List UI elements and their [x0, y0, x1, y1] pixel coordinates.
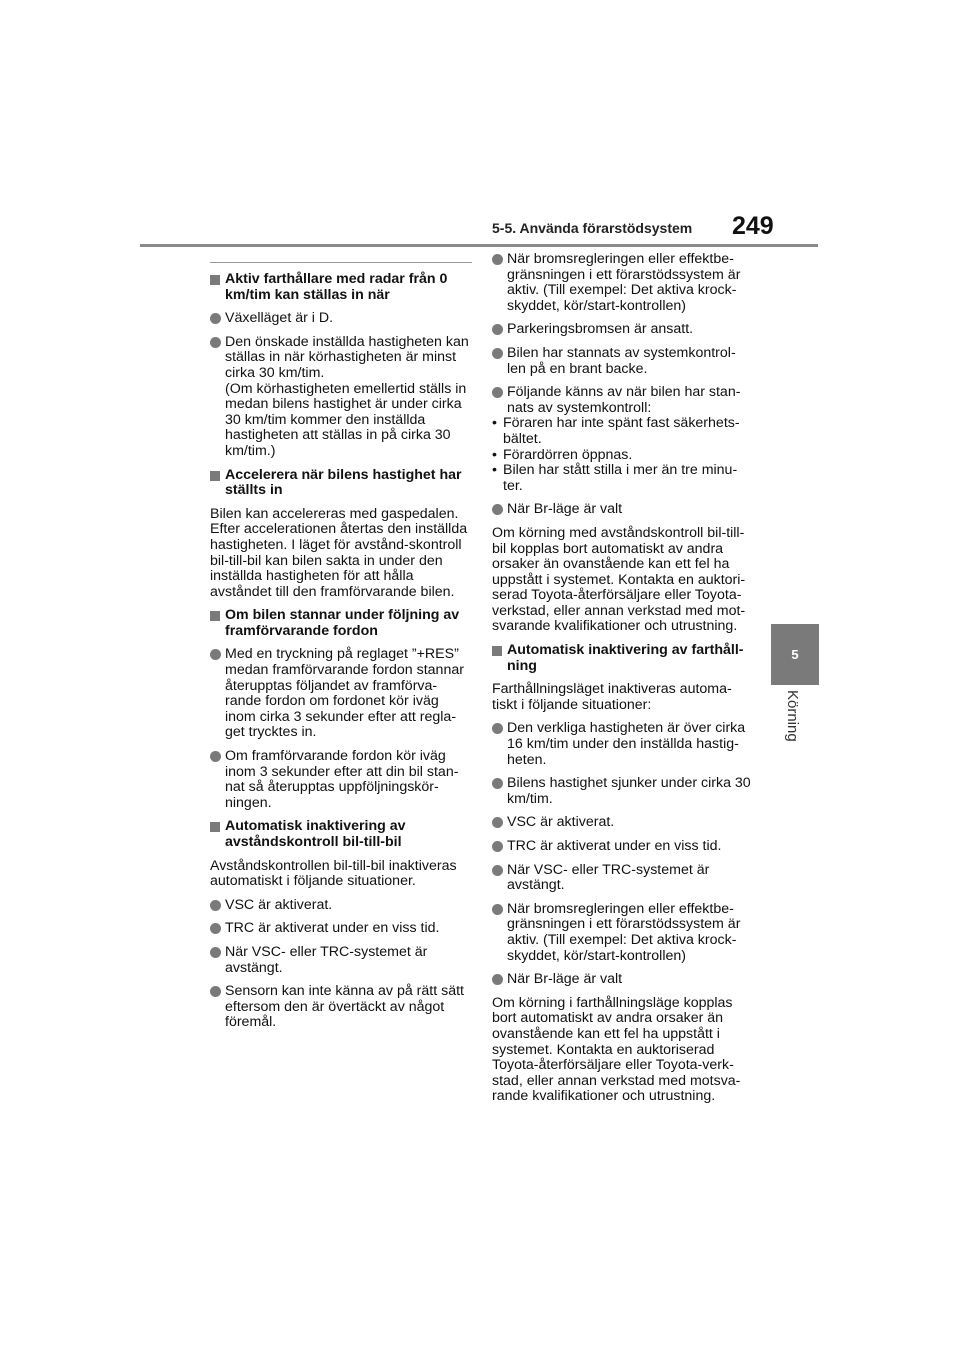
list-item — [210, 898, 472, 914]
list-item-text: Följande känns av när bilen har stan-nats av systemkontroll: — [507, 384, 741, 416]
list-item-text: VSC är aktiverat. — [507, 814, 615, 831]
circle-bullet-icon — [492, 324, 503, 335]
circle-bullet-icon — [210, 337, 221, 348]
sub-list-item — [492, 463, 754, 494]
circle-bullet-icon — [210, 900, 221, 911]
list-item — [210, 921, 472, 937]
list-item — [492, 252, 754, 314]
square-bullet-icon — [210, 275, 220, 285]
list-item — [492, 502, 754, 518]
circle-bullet-icon — [210, 947, 221, 958]
circle-bullet-icon — [492, 778, 503, 789]
list-item-text: När VSC- eller TRC-systemet är avstängt. — [225, 943, 428, 976]
list-item — [210, 311, 472, 327]
sub-list-item-text: Föraren har inte spänt fast säkerhets-bältet. — [503, 415, 740, 447]
circle-bullet-icon — [492, 974, 503, 985]
chapter-tab: 5 — [771, 624, 819, 685]
heading — [210, 819, 472, 850]
chapter-label: Körning — [784, 690, 801, 742]
list-item — [210, 984, 472, 1031]
list-item-text: Med en tryckning på reglaget ”+RES” medan framförvarande fordon stannar återupptas följandet av framförva-rande fordon om fordonet kör iväg inom cirka 3 sekunder efter att regla-get trycktes in. — [225, 646, 464, 741]
square-bullet-icon — [492, 646, 502, 656]
sub-list-item-text: Förardörren öppnas. — [503, 446, 633, 463]
circle-bullet-icon — [492, 504, 503, 515]
heading-text: Aktiv farthållare med radar från 0 km/tim kan ställas in när — [225, 271, 448, 303]
list-item — [492, 721, 754, 768]
list-item-text: Om framförvarande fordon kör iväg inom 3 sekunder efter att din bil stan-nat så återupptas uppföljningskör-ningen. — [225, 748, 459, 811]
heading-text: Accelerera när bilens hastighet har ställts in — [225, 466, 462, 499]
circle-bullet-icon — [210, 986, 221, 997]
paragraph: Avståndskontrollen bil-till-bil inaktiveras automatiskt i följande situationer. — [210, 857, 457, 890]
column-top-rule — [210, 262, 472, 263]
paragraph: Om körning med avståndskontroll bil-till-bil kopplas bort automatiskt av andra orsaker än ovanstående kan ett fel ha uppstått i systemet. Kontakta en auktori-serad Toyota-återförsäljare eller Toyota-verkstad, eller annan verkstad med mot-svarande kvalifikationer och utrustning. — [492, 524, 746, 635]
list-item-text: VSC är aktiverat. — [225, 896, 333, 913]
list-item — [492, 322, 754, 338]
circle-bullet-icon — [492, 904, 503, 915]
heading-text: Automatisk inaktivering av farthåll-ning — [507, 642, 744, 674]
list-item-text: När Br-läge är valt — [507, 501, 623, 518]
circle-bullet-icon — [210, 313, 221, 324]
left-column — [210, 262, 472, 1039]
list-item-text: När bromsregleringen eller effektbe-gränsningen i ett förarstödssystem är aktiv. (Till exempel: Det aktiva krock-skyddet, kör/start-kontrollen) — [507, 900, 741, 964]
heading — [210, 272, 472, 303]
sub-list-item-text: Bilen har stått stilla i mer än tre minu-ter. — [503, 462, 738, 494]
heading — [492, 643, 754, 674]
heading — [210, 608, 472, 639]
list-item — [492, 972, 754, 988]
heading-text: Om bilen stannar under följning av framförvarande fordon — [225, 607, 460, 639]
list-item — [210, 749, 472, 811]
dot-bullet-icon: • — [492, 462, 497, 479]
list-item-text: När VSC- eller TRC-systemet är avstängt. — [507, 861, 710, 894]
dot-bullet-icon: • — [492, 415, 497, 432]
heading-text: Automatisk inaktivering av avståndskontroll bil-till-bil — [225, 818, 406, 850]
page-number: 249 — [732, 212, 774, 240]
circle-bullet-icon — [492, 841, 503, 852]
list-item — [210, 647, 472, 741]
circle-bullet-icon — [210, 751, 221, 762]
paragraph: Bilen kan accelereras med gaspedalen. Efter accelerationen återtas den inställda hastigheten. I läget för avstånd-skontroll bil-till-bil kan bilen sakta in under den inställda hastigheten för att hålla avståndet till den framförvarande bilen. — [210, 505, 468, 600]
circle-bullet-icon — [492, 348, 503, 359]
circle-bullet-icon — [492, 723, 503, 734]
list-item — [492, 385, 754, 416]
list-item — [492, 776, 754, 807]
list-item-text: När Br-läge är valt — [507, 971, 623, 988]
circle-bullet-icon — [492, 817, 503, 828]
circle-bullet-icon — [210, 923, 221, 934]
list-item-text: Den verkliga hastigheten är över cirka 16 km/tim under den inställda hastig-heten. — [507, 720, 746, 768]
list-item — [492, 902, 754, 964]
paragraph: Om körning i farthållningsläge kopplas bort automatiskt av andra orsaker än ovanstående kan ett fel ha uppstått i systemet. Kontakta en auktoriserad Toyota-återförsäljare eller Toyota-verk-stad, eller annan verkstad med motsva-rande kvalifikationer och utrustning. — [492, 994, 741, 1105]
list-item — [492, 346, 754, 377]
list-item — [210, 945, 472, 976]
list-item-text: Den önskade inställda hastigheten kan ställas in när körhastigheten är minst cirka 30 km/tim. (Om körhastigheten emellertid ställs in medan bilens hastighet är under cirka 30 km/tim kommer den inställda hastigheten att ställas in på cirka 30 km/tim.) — [225, 333, 469, 459]
sub-list-item — [492, 448, 754, 464]
list-item-text: TRC är aktiverat under en viss tid. — [225, 920, 440, 937]
circle-bullet-icon — [492, 387, 503, 398]
square-bullet-icon — [210, 822, 220, 832]
sub-list-item — [492, 416, 754, 447]
list-item-text: TRC är aktiverat under en viss tid. — [507, 838, 722, 854]
square-bullet-icon — [210, 471, 220, 481]
list-item-text: Växelläget är i D. — [225, 310, 334, 327]
section-title: 5-5. Använda förarstödsystem — [492, 220, 693, 236]
square-bullet-icon — [210, 611, 220, 621]
dot-bullet-icon: • — [492, 446, 497, 463]
circle-bullet-icon — [492, 254, 503, 265]
list-item-text: När bromsregleringen eller effektbe-gränsningen i ett förarstödssystem är aktiv. (Till exempel: Det aktiva krock-skyddet, kör/start-kontrollen) — [507, 251, 741, 314]
circle-bullet-icon — [210, 649, 221, 660]
circle-bullet-icon — [492, 865, 503, 876]
list-item — [492, 863, 754, 894]
heading — [210, 468, 472, 499]
list-item — [210, 335, 472, 460]
list-item-text: Sensorn kan inte känna av på rätt sätt eftersom den är övertäckt av något föremål. — [225, 983, 464, 1031]
list-item-text: Parkeringsbromsen är ansatt. — [507, 321, 694, 338]
list-item-text: Bilen har stannats av systemkontrol-len på en brant backe. — [507, 344, 736, 377]
paragraph: Farthållningsläget inaktiveras automa-tiskt i följande situationer: — [492, 681, 732, 713]
right-column — [492, 252, 754, 1113]
header-divider — [140, 244, 818, 247]
list-item — [492, 815, 754, 831]
list-item — [492, 839, 754, 855]
list-item-text: Bilens hastighet sjunker under cirka 30 km/tim. — [507, 775, 751, 807]
